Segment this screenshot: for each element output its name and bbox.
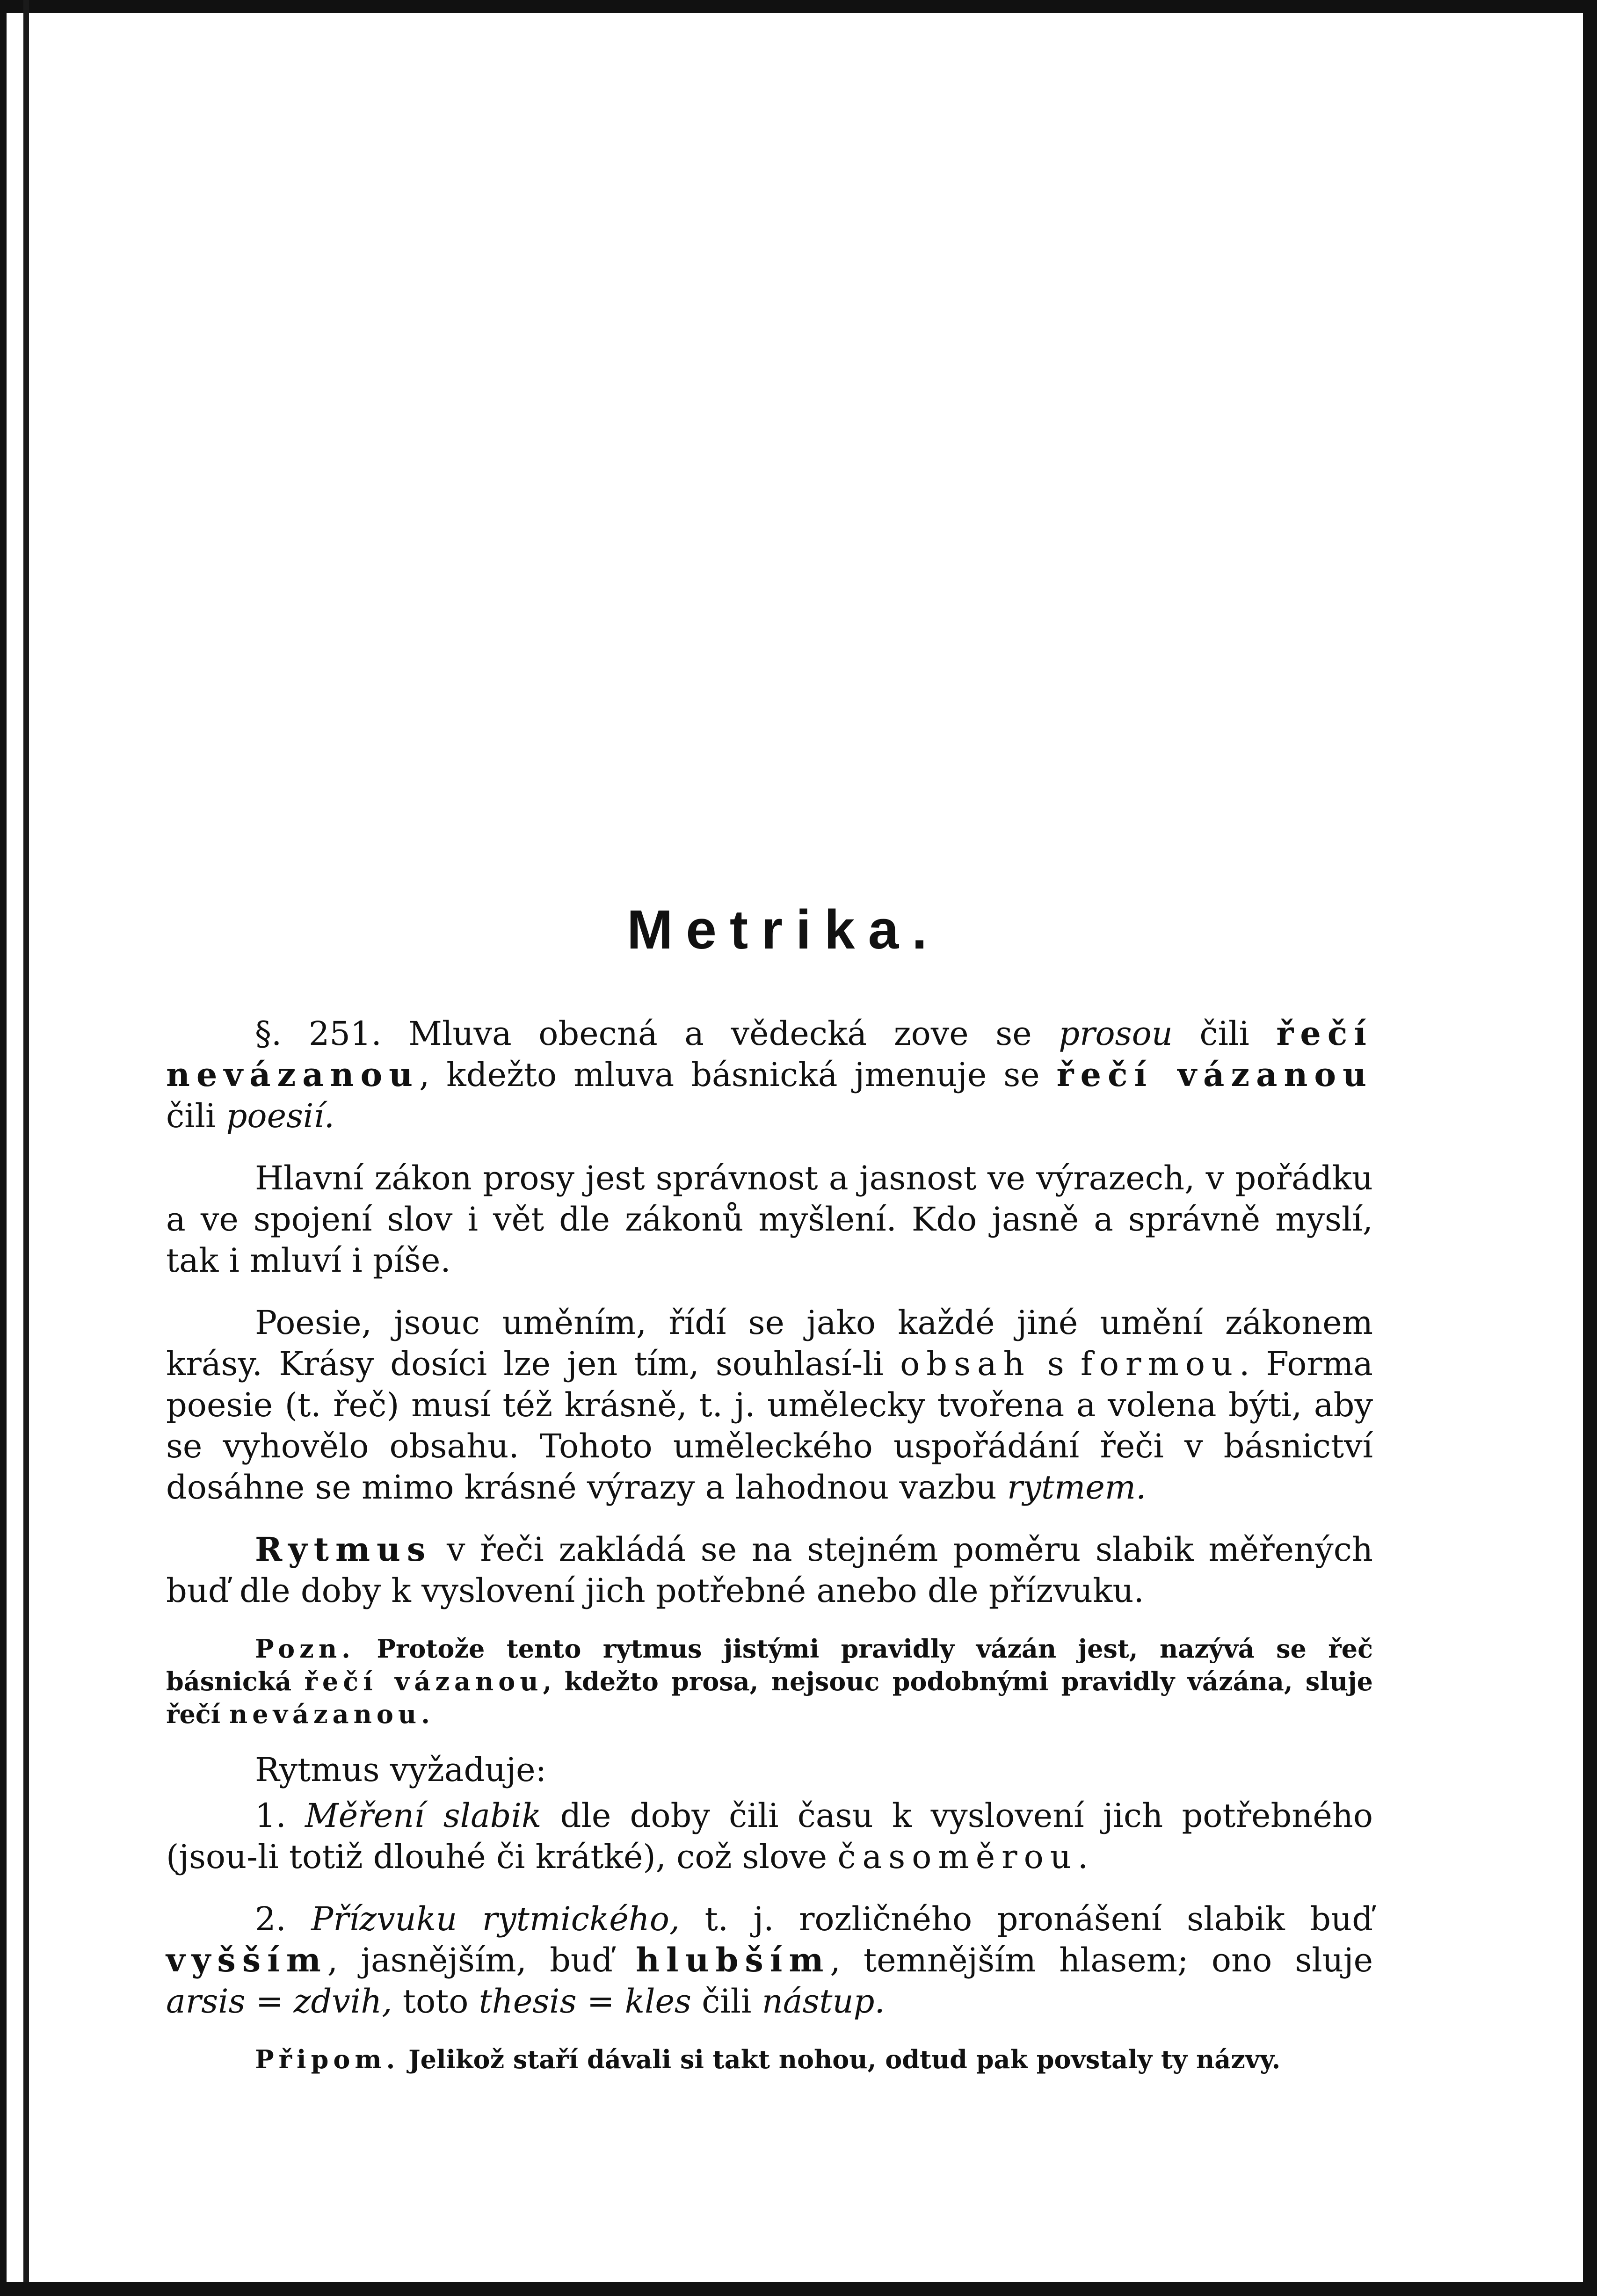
spaced-term: formou: [1081, 1345, 1240, 1383]
text-run: v řeči zakládá se na stejném poměru slabik měřených buď dle doby k vyslovení jich potřebné anebo dle přízvuku.: [166, 1530, 1373, 1610]
note-pozn: [166, 1632, 1373, 1731]
text-run: s: [1031, 1345, 1081, 1383]
text-run: dle doby čili času k vyslovení jich potřebného (jsou-li totiž dlouhé či krátké), což slove: [166, 1796, 1373, 1876]
emphasis: kles: [624, 1982, 691, 2021]
text-run: čili: [691, 1982, 762, 2021]
paragraph-rytmus-vyzaduje: Rytmus vyžaduje:: [255, 1751, 547, 1789]
scan-border-bottom: [0, 2282, 1597, 2296]
list-number: 1.: [255, 1796, 305, 1835]
chapter-title: Metrika.: [627, 899, 940, 961]
paragraph-item-2: [166, 1898, 1373, 2022]
equals-sign: =: [576, 1982, 625, 2021]
paragraph-item-1: [166, 1795, 1373, 1877]
text-run: , jasnějším, buď: [327, 1941, 636, 1979]
emphasis: nástup.: [762, 1982, 885, 2021]
paragraph-rytmus: [166, 1529, 1373, 1611]
spaced-term: řečí nevázanou: [166, 1014, 1373, 1094]
emphasis: Měření slabik: [305, 1796, 542, 1835]
text-run: čili: [166, 1097, 226, 1135]
spaced-term: nevázanou.: [229, 1699, 435, 1729]
equals-sign: =: [245, 1982, 294, 2021]
note-label: Pozn.: [255, 1634, 355, 1664]
emphasis: poesií.: [226, 1097, 334, 1135]
spaced-term: řečí vázanou: [1056, 1055, 1373, 1094]
text-run: t. j. rozličného pronášení slabik buď: [680, 1900, 1373, 1938]
note-pripom: [166, 2043, 1373, 2076]
scan-border-right: [1583, 0, 1597, 2296]
text-run: . Forma poesie (t. řeč) musí též krásně, t. j. umělecky tvořena a volena býti, aby se vyhovělo obsahu. Tohoto uměleckého uspořádání řeči v básnictví dosáhne se mimo krásné výrazy a lahodnou vazbu: [166, 1345, 1373, 1507]
spaced-term: řečí vázanou: [304, 1666, 543, 1696]
spaced-term: vyšším: [166, 1941, 327, 1979]
spaced-term: časoměrou.: [837, 1838, 1095, 1876]
paragraph-poesie: [166, 1302, 1373, 1508]
emphasis: zdvih,: [293, 1982, 392, 2021]
scan-border-left-inner: [23, 0, 29, 2296]
scan-border-top: [0, 0, 1597, 13]
text-run: čili: [1172, 1014, 1277, 1053]
text-run: Poesie, jsouc uměním, řídí se jako každé jiné umění zákonem krásy. Krásy dosíci lze jen tím, souhlasí-li: [166, 1304, 1373, 1383]
emphasis: arsis: [166, 1982, 246, 2021]
note-label: Připom.: [255, 2044, 400, 2074]
text-run: , kdežto prosa, nejsouc podobnými pravidly vázána, sluje řečí: [166, 1666, 1373, 1729]
list-number: 2.: [255, 1900, 312, 1938]
paragraph-251: [166, 1013, 1373, 1137]
emphasis: Přízvuku rytmického,: [311, 1900, 680, 1938]
emphasis: prosou: [1059, 1014, 1173, 1053]
text-run: toto: [392, 1982, 479, 2021]
text-run: §. 251. Mluva obecná a vědecká zove se: [255, 1014, 1059, 1053]
paragraph-prosa: Hlavní zákon prosy jest správnost a jasnost ve výrazech, v pořádku a ve spojení slov i vět dle zákonů myšlení. Kdo jasně a správně myslí, tak i mluví i píše.: [166, 1159, 1373, 1280]
text-run: Jelikož staří dávali si takt nohou, odtud pak povstaly ty názvy.: [399, 2044, 1281, 2074]
emphasis: thesis: [479, 1982, 577, 2021]
spaced-term: obsah: [900, 1345, 1031, 1383]
spaced-term: Rytmus: [255, 1530, 432, 1569]
text-run: Protože tento rytmus jistými pravidly vázán jest, nazývá se řeč básnická: [166, 1634, 1373, 1696]
text-run: , temnějším hlasem; ono sluje: [830, 1941, 1373, 1979]
emphasis: rytmem.: [1007, 1468, 1147, 1507]
page-text: [166, 898, 1373, 2094]
text-run: , kdežto mluva básnická jmenuje se: [419, 1056, 1057, 1094]
spaced-term: hlubším: [636, 1941, 830, 1979]
scan-border-left: [0, 0, 7, 2296]
